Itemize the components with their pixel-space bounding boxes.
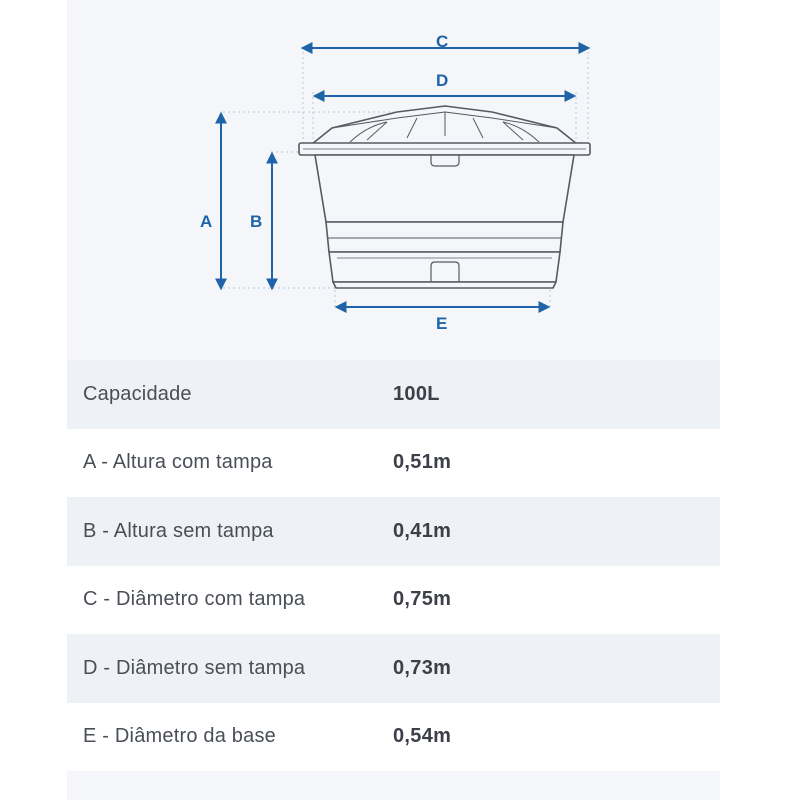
tank-drawing xyxy=(67,0,720,360)
spec-label-capacity: Capacidade xyxy=(83,382,192,405)
spec-label-b: B - Altura sem tampa xyxy=(83,519,274,542)
tank-body xyxy=(299,106,590,288)
dimension-label-a: A xyxy=(200,212,213,231)
spec-table xyxy=(67,360,720,771)
spec-label-d: D - Diâmetro sem tampa xyxy=(83,656,306,679)
tank-dimension-diagram xyxy=(67,0,720,360)
spec-value-c: 0,75m xyxy=(393,588,452,611)
dimension-label-b: B xyxy=(250,212,263,231)
table-row xyxy=(67,566,720,635)
dimension-label-d: D xyxy=(436,71,449,90)
table-row xyxy=(67,497,720,566)
dimension-label-c: C xyxy=(436,32,449,51)
table-row xyxy=(67,634,720,703)
spec-value-e: 0,54m xyxy=(393,725,452,748)
table-row xyxy=(67,429,720,498)
table-row xyxy=(67,703,720,772)
spec-value-d: 0,73m xyxy=(393,656,452,679)
spec-label-c: C - Diâmetro com tampa xyxy=(83,588,306,611)
spec-value-capacity: 100L xyxy=(393,382,440,405)
spec-value-a: 0,51m xyxy=(393,451,452,474)
spec-label-a: A - Altura com tampa xyxy=(83,451,273,474)
dimension-label-e: E xyxy=(436,314,448,333)
spec-value-b: 0,41m xyxy=(393,519,452,542)
table-row xyxy=(67,360,720,429)
spec-label-e: E - Diâmetro da base xyxy=(83,725,276,748)
